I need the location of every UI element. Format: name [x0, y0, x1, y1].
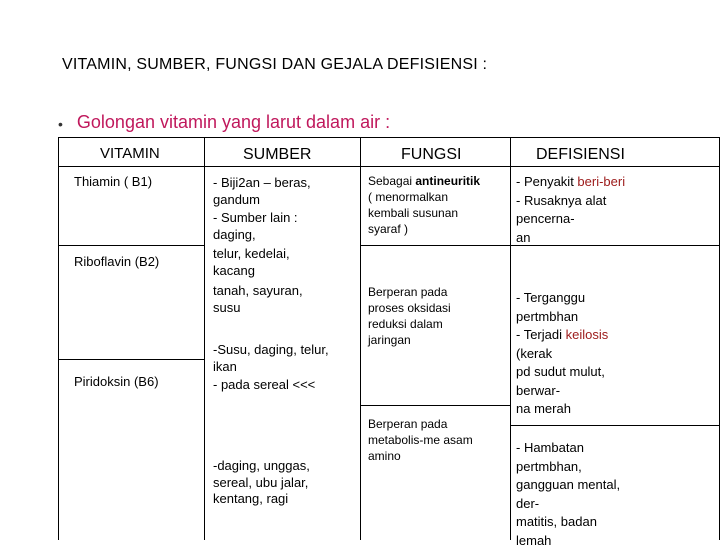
column-divider-1	[204, 137, 205, 540]
header-fungsi: FUNGSI	[401, 146, 462, 163]
row-divider-vitamin-1	[58, 245, 204, 246]
defisiensi-b2-b-prefix: - Terjadi	[516, 327, 566, 342]
defisiensi-b1	[516, 173, 625, 247]
subtitle-row	[58, 112, 390, 133]
vitamin-b6: Piridoksin (B6)	[74, 374, 159, 389]
header-vitamin: VITAMIN	[100, 145, 160, 162]
fungsi-b2: Berperan pada proses oksidasi reduksi dalam jaringan	[368, 285, 451, 347]
defisiensi-b2	[516, 289, 608, 419]
defisiensi-b1-keyword: beri-beri	[577, 174, 626, 189]
fungsi-b1	[368, 173, 480, 237]
column-divider-2	[360, 137, 361, 540]
sumber-b1-b: - Sumber lain : daging,	[213, 210, 298, 242]
sumber-b1-a: - Biji2an – beras, gandum	[213, 175, 311, 207]
sumber-b2-d: - pada sereal <<<	[213, 377, 316, 392]
defisiensi-b2-keyword: keilosis	[565, 327, 609, 342]
page-title: VITAMIN, SUMBER, FUNGSI DAN GEJALA DEFISIENSI :	[62, 56, 488, 73]
defisiensi-b2-a: - Terganggu pertmbhan	[516, 290, 586, 324]
defisiensi-b1-rest: - Rusaknya alat pencerna- an	[516, 192, 607, 245]
vitamin-table	[58, 137, 720, 548]
row-divider-defisiensi-2	[510, 425, 720, 426]
fungsi-b6: Berperan pada metabolis-me asam amino	[368, 417, 473, 463]
sumber-b2-c: -Susu, daging, telur, ikan	[213, 342, 329, 374]
defisiensi-b2-c: (kerak pd sudut mulut, berwar- na merah	[516, 345, 605, 416]
row-divider-fungsi-1	[360, 245, 510, 246]
vitamin-b2: Riboflavin (B2)	[74, 254, 160, 269]
fungsi-b1-rest: ( menormalkan kembali susunan syaraf )	[368, 190, 459, 236]
sumber-b6: -daging, unggas, sereal, ubu jalar, kentang, ragi	[213, 458, 310, 506]
header-row-border	[58, 166, 720, 167]
table-top-border	[58, 137, 720, 138]
row-divider-fungsi-2	[360, 405, 510, 406]
header-sumber: SUMBER	[243, 146, 312, 163]
sumber-b2-b: tanah, sayuran, susu	[213, 283, 303, 315]
subtitle: Golongan vitamin yang larut dalam air :	[76, 112, 391, 132]
column-divider-3	[510, 137, 511, 540]
fungsi-b1-prefix: Sebagai	[368, 174, 416, 188]
row-divider-vitamin-2	[58, 359, 204, 360]
sumber-b2-a: telur, kedelai, kacang	[213, 246, 290, 278]
vitamin-b1: Thiamin ( B1)	[74, 174, 153, 189]
table-left-border	[58, 137, 59, 540]
fungsi-b1-keyword: antineuritik	[415, 174, 481, 188]
defisiensi-b6: - Hambatan pertmbhan, gangguan mental, der- matitis, badan lemah	[516, 440, 621, 548]
header-defisiensi: DEFISIENSI	[536, 146, 625, 163]
bullet-icon: •	[58, 115, 63, 132]
defisiensi-b1-prefix: - Penyakit	[516, 174, 578, 189]
